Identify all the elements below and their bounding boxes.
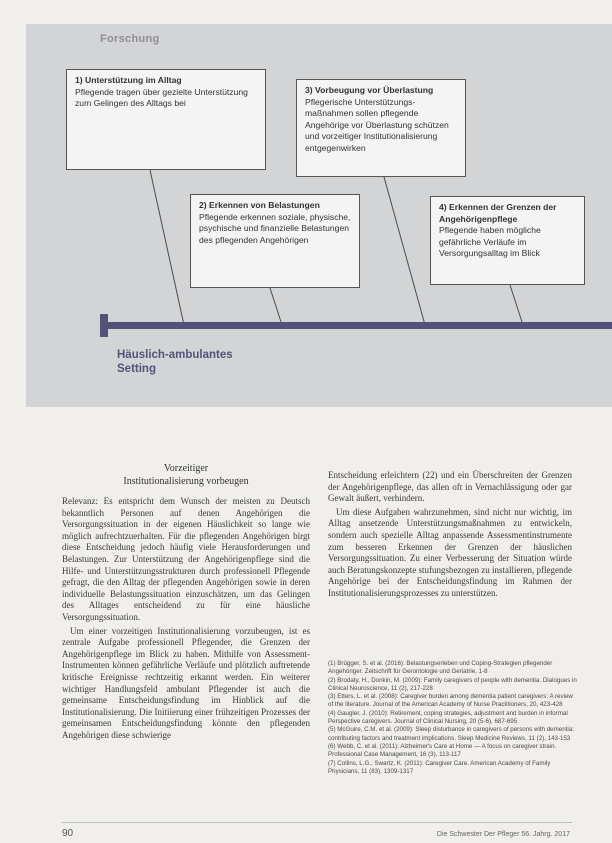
card-title: 4) Erkennen der Grenzen der Angehörigenpflege (439, 202, 557, 224)
connector-4 (510, 285, 523, 325)
journal-footer: Die Schwester Der Pfleger 56. Jahrg. 2017 (436, 831, 570, 838)
setting-line-2: Setting (117, 363, 156, 375)
connector-1 (150, 170, 184, 325)
reference-item: (1) Brügger, S. et al. (2016): Belastungserleben und Coping-Strategien pflegender Angehöriger. Zeitschrift für Gerontologie und Geriatrie, 1-8 (328, 660, 553, 676)
card-text: Pflegende haben mögliche gefährliche Verläufe im Versorgungsalltag im Blick (439, 225, 541, 259)
reference-item: (3) Etters, L. et al. (2008): Caregiver burden among dementia patient caregivers: A review of the literature. Journal of the American Academy of Nurse Practitioners, 20, 423-428 (328, 693, 573, 709)
reference-item: (6) Webb, C. et al. (2011): Alzheimer's Care at Home — A focus on caregiver strain. Professional Case Management, 16 (3), 113-117 (328, 742, 557, 759)
article-left-column (62, 462, 310, 743)
reference-item: (5) McGuire, C.M. et al. (2009): Sleep disturbance in caregivers of persons with dementia: contributing factors and treatment implications. Sleep Medicine Reviews, 11 (2), 143-153 (328, 726, 574, 742)
card-text: Pflegerische Unterstützungs-maßnahmen sollen pflegende Angehörige vor Überlastung schützen und vorzeitiger Institutionalisierung entgegenwirken (305, 96, 449, 153)
footer-rule (62, 822, 572, 823)
setting-line-1: Häuslich-ambulantes (117, 349, 233, 361)
article-heading (62, 462, 310, 488)
paragraph: Relevanz: Es entspricht dem Wunsch der meisten zu Deutsch bekanntlich Personen auf denen Angehörigen die Versorgungssituation in der eigenen Häuslichkeit so lange wie möglich aufrechtzuerhalten. Für die pflegenden Angehörigen birgt diese Entscheidung jedoch häufig viele Herausforderungen und Belastungen. Zur Unterstützung der Angehörigenpflege sind die Hilfe- und Unterstützungsstrukturen durch professionell Pflegende gefragt, die den Alltag der pflegenden Angehörigen sowie in deren individuelle Belastungssituation einzuschätzen, um das Gelingen des Alltages entscheidend zu für eine häusliche Versorgungssituation. (62, 496, 310, 622)
article-right-column (328, 470, 572, 602)
heading-line-2: Institutionalisierung vorbeugen (123, 476, 249, 487)
reference-item: (7) Collins, L.G., Swartz, K. (2011): Caregiver Care. American Academy of Family Physicians, 11 (83), 1309-1317 (328, 759, 551, 775)
setting-label (117, 348, 233, 376)
section-label: Forschung (100, 33, 160, 45)
heading-line-1: Vorzeitiger (163, 463, 209, 474)
card-support-everyday (66, 69, 266, 170)
card-text: Pflegende erkennen soziale, physische, psychische und finanzielle Belastungen des pflegenden Angehörigen (199, 211, 351, 245)
card-title: 1) Unterstützung im Alltag (75, 75, 182, 85)
timeline-bar (100, 322, 612, 329)
card-text: Pflegende tragen über gezielte Unterstützung zum Gelingen des Alltags bei (75, 86, 248, 109)
paragraph: Um diese Aufgaben wahrzunehmen, sind nicht nur wichtig, im Alltag ansetzende Unterstützungsmaßnahmen zu entwickeln, sondern auch spezielle Alltag anpassende Assessmentinstrumente zum besseren Erkennen der Grenzen der häuslichen Versorgungssituation. Zu einer Verbesserung der Situation würde auch Beratungskonzepte stufungsbezogen zu installieren, pflegende Angehörige bei der Entscheidungsfindung im Rahmen der Institutionalisierungsprozesses zu unterstützen. (328, 506, 572, 598)
reference-item: (2) Brodaty, H., Donkin, M. (2009): Family caregivers of people with dementia. Dialogues in Clinical Neuroscience, 11 (2), 217-228 (328, 676, 577, 692)
card-recognize-burdens (190, 194, 360, 288)
card-title: 2) Erkennen von Belastungen (199, 200, 320, 210)
card-recognize-limits (430, 196, 585, 285)
card-prevent-overload (296, 79, 466, 177)
card-title: 3) Vorbeugung vor Überlastung (305, 85, 434, 95)
reference-list (328, 660, 578, 776)
paragraph: Entscheidung erleichtern (22) und ein Überschreiten der Grenzen der Angehörigenpflege, das allen oft in Vernachlässigung oder gar Gewalt äußert, verhindern. (328, 470, 572, 504)
timeline-start-cap (100, 314, 108, 337)
paragraph: Um einer vorzeitigen Institutionalisierung vorzubeugen, ist es zentrale Aufgabe professionell Pflegender, die Grenzen der Angehörigenpflege im Blick zu haben. Mithilfe von Assessment-Instrumenten können gefährliche Verläufe und plötzlich auftretende kritische Ereignisse rechtzeitig erkannt werden. Ein weiterer wichtiger Handlungsfeld ambulant Pflegender ist auch die gemeinsame Entscheidungsfindung im Hinblick auf die Institutionalisierung. Die Initiierung einer frühzeitigen Prozesses der gemeinsamen Entscheidungsfindung könnte den pflegenden Angehörigen diese schwierige (62, 625, 310, 740)
connector-2 (270, 288, 282, 325)
connector-3 (384, 177, 425, 325)
page-number: 90 (62, 828, 74, 839)
reference-item: (4) Gaugler, J. (2010): Retirement, coping strategies, adjustment and burden in informal Perspective caregivers. Journal of Clinical Nursing, 20 (5-6), 687-695 (328, 709, 568, 726)
